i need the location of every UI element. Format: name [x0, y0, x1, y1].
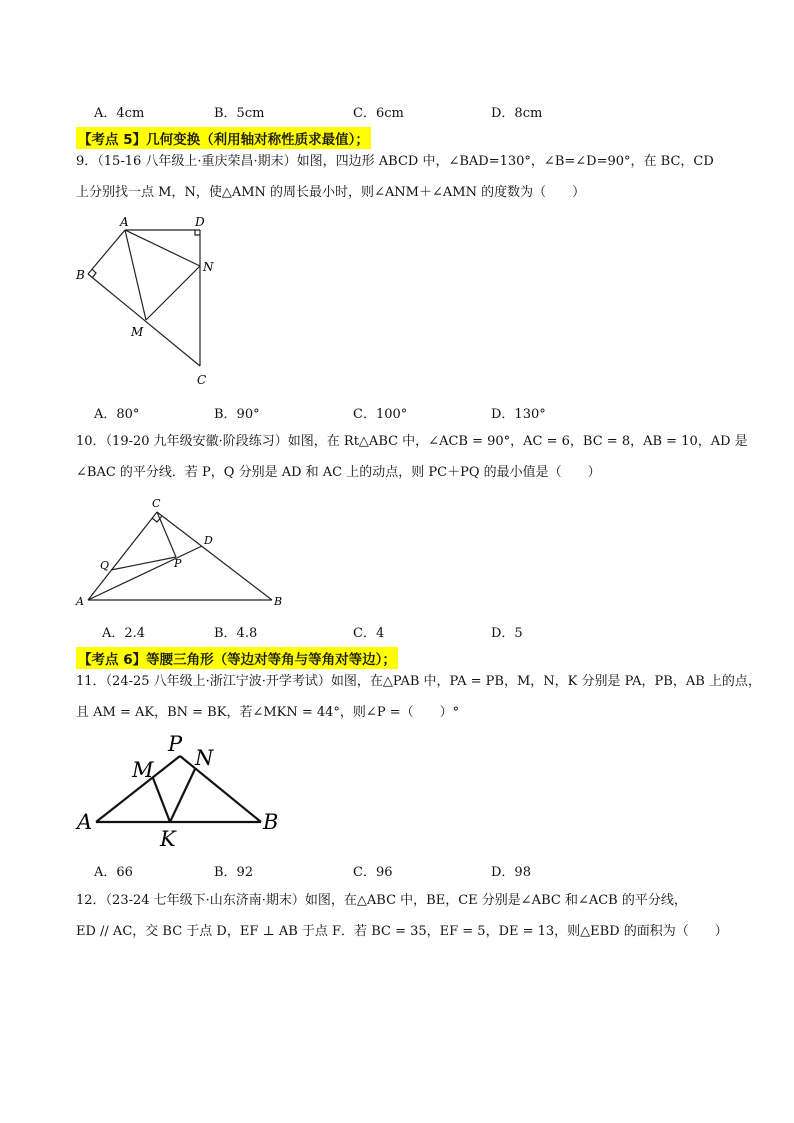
q9-option-c: C．100°: [353, 407, 408, 422]
q10-option-b: B．4.8: [214, 626, 258, 641]
q11-label-k: K: [160, 827, 176, 851]
q11-label-m: M: [132, 758, 154, 782]
q10-label-p: P: [174, 557, 182, 570]
q11-option-c: C．96: [353, 865, 393, 880]
q10-text-line1: 10．（19-20 九年级安徽·阶段练习）如图，在 Rt△ABC 中，∠ACB = 90°，AC = 6，BC = 8，AB = 10，AD 是: [76, 434, 748, 449]
q9-label-d: D: [195, 215, 205, 229]
q8-option-a: A．4cm: [94, 106, 145, 121]
q9-label-b: B: [76, 268, 85, 282]
q12-text-line2: ED // AC，交 BC 于点 D，EF ⊥ AB 于点 F．若 BC = 35，EF = 5，DE = 13，则△EBD 的面积为（ ）: [76, 924, 728, 939]
q10-text-line2: ∠BAC 的平分线．若 P，Q 分别是 AD 和 AC 上的动点，则 PC＋PQ 的最小值是（ ）: [76, 465, 601, 480]
q11-option-d: D．98: [491, 865, 531, 880]
q8-option-c: C．6cm: [353, 106, 404, 121]
q9-label-c: C: [197, 373, 207, 387]
q9-option-d: D．130°: [491, 407, 546, 422]
q10-label-a: A: [76, 595, 84, 608]
q9-label-n: N: [203, 260, 214, 274]
q10-label-d: D: [204, 534, 213, 547]
q11-label-a: A: [77, 810, 93, 834]
q8-option-d: D．8cm: [491, 106, 543, 121]
q10-label-c: C: [152, 497, 161, 510]
q11-text-line2: 且 AM = AK，BN = BK，若∠MKN = 44°，则∠P =（ ）°: [76, 705, 460, 720]
q9-option-a: A．80°: [94, 407, 140, 422]
q11-label-p: P: [168, 732, 183, 756]
q11-option-a: A．66: [94, 865, 133, 880]
q12-text-line1: 12．（23-24 七年级下·山东济南·期末）如图，在△ABC 中，BE，CE 分别是∠ABC 和∠ACB 的平分线，: [76, 893, 687, 908]
q9-text-line1: 9．（15-16 八年级上·重庆荣昌·期末）如图，四边形 ABCD 中，∠BAD=130°，∠B=∠D=90°，在 BC，CD: [76, 154, 714, 169]
q9-label-a: A: [120, 215, 129, 229]
q9-label-m: M: [131, 325, 144, 339]
q11-label-n: N: [195, 746, 214, 770]
q9-text-line2: 上分别找一点 M，N，使△AMN 的周长最小时，则∠ANM＋∠AMN 的度数为（ ）: [76, 185, 586, 200]
q10-option-d: D．5: [491, 626, 523, 641]
q10-option-c: C．4: [353, 626, 385, 641]
topic-6-heading: 【考点 6】等腰三角形（等边对等角与等角对等边）；: [76, 647, 398, 669]
q10-option-a: A．2.4: [102, 626, 146, 641]
q8-option-b: B．5cm: [214, 106, 265, 121]
topic-5-heading: 【考点 5】几何变换（利用轴对称性质求最值）；: [76, 127, 371, 149]
q11-text-line1: 11．（24-25 八年级上·浙江宁波·开学考试）如图，在△PAB 中，PA = PB，M，N，K 分别是 PA，PB，AB 上的点，: [76, 674, 761, 689]
q10-label-b: B: [274, 595, 283, 608]
q10-label-q: Q: [100, 559, 110, 572]
q11-label-b: B: [263, 810, 279, 834]
q9-option-b: B．90°: [214, 407, 260, 422]
q11-option-b: B．92: [214, 865, 254, 880]
